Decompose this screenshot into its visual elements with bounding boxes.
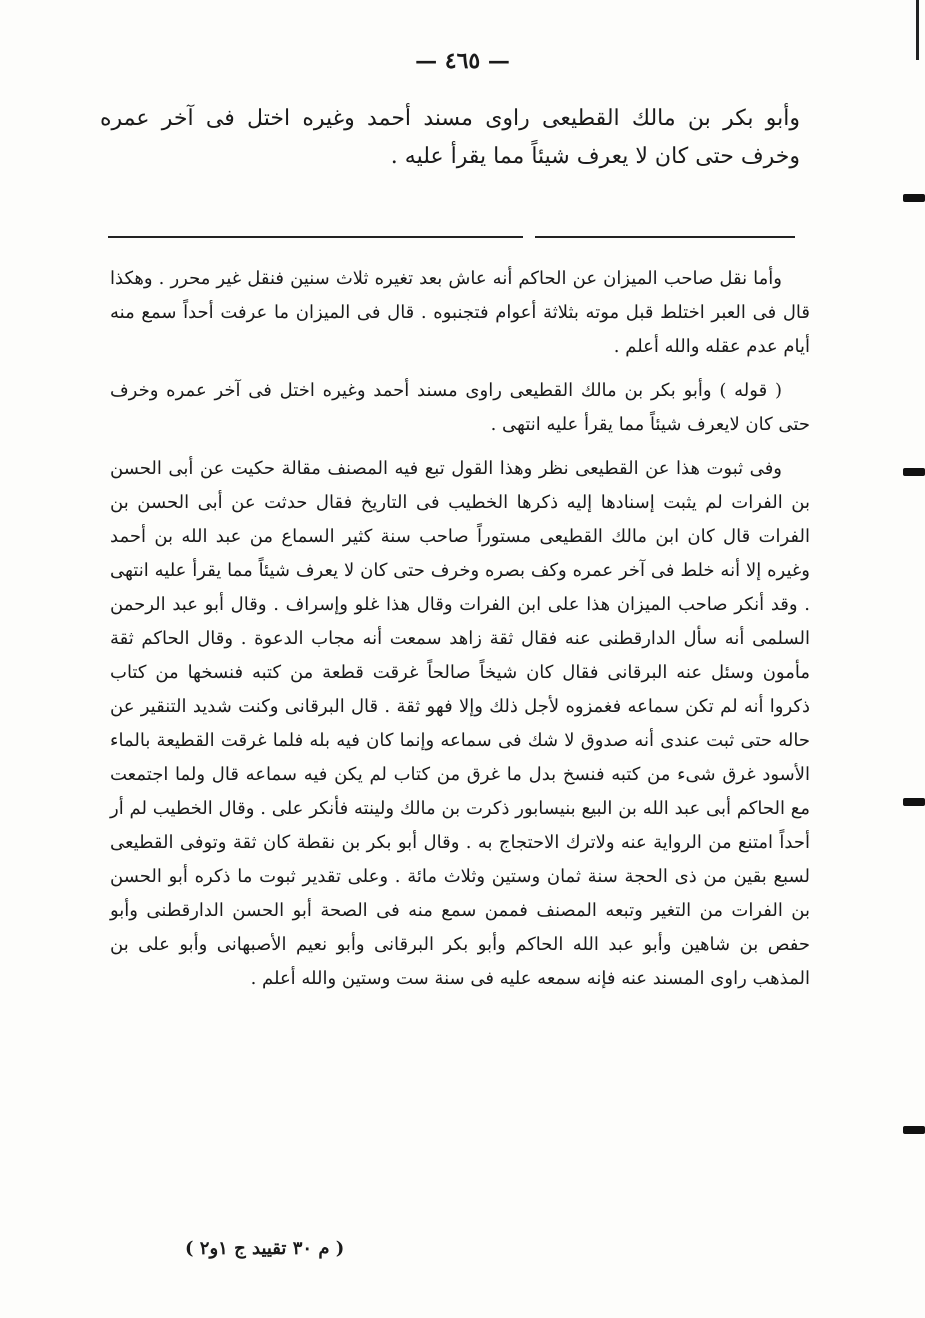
note-paragraph: وفى ثبوت هذا عن القطيعى نظر وهذا القول تبع فيه المصنف مقالة حكيت عن أبى الحسن بن الفرات لم يثبت إسنادها إليه ذكرها الخطيب فى التاريخ فقال حدثت عن أبى الحسن بن الفرات قال كان ابن مالك القطيعى مستوراً صاحب سنة كثير السماع من عبد الله بن أحمد وغيره إلا أنه خلط فى آخر عمره وكف بصره وخرف حتى كان لا يعرف شيئاً مما يقرأ عليه انتهى . وقد أنكر صاحب الميزان هذا على ابن الفرات وقال هذا غلو وإسراف . وقال أبو عبد الرحمن السلمى أنه سأل الدارقطنى عنه فقال ثقة زاهد سمعت أنه مجاب الدعوة . وقال الحاكم ثقة مأمون وسئل عنه البرقانى فقال كان شيخاً صالحاً غرقت قطعة من كتبه فنسخها من كتاب ذكروا أنه لم تكن سماعه فغمزوه لأجل ذلك وإلا فهو ثقة . قال البرقانى وكنت شديد التنقير عن حاله حتى ثبت عندى أنه صدوق لا شك فى سماعه وإنما كان فيه بله فلما غرقت القطيعة بالماء الأسود غرق شىء من كتبه فنسخ بدل ما غرق من كتاب لم يكن فيه سماعه قال ولما اجتمعت مع الحاكم أبى عبد الله بن البيع بنيسابور ذكرت بن مالك ولينته فأنكر على . وقال الخطيب لم أر أحداً امتنع من الرواية عنه ولاترك الاحتجاج به . وقال أبو بكر بن نقطة كان ثقة وتوفى القطيعى لسبع بقين من ذى الحجة سنة ثمان وستين وثلاث مائة . وعلى تقدير ثبوت ما ذكره أبو الحسن بن الفرات من التغير وتبعه المصنف فممن سمع منه فى الصحة أبو الحسن الدارقطنى وأبو حفص بن شاهين وأبو عبد الله الحاكم وأبو بكر البرقانى وأبو نعيم الأصبهانى وأبو على بن المذهب راوى المسند عنه فإنه سمعه عليه فى سنة ست وستين والله أعلم . (110, 458, 810, 989)
edge-mark (903, 468, 925, 476)
edge-mark (903, 194, 925, 202)
page-number: — ٤٦٥ — (415, 48, 510, 74)
note-paragraph: وأما نقل صاحب الميزان عن الحاكم أنه عاش بعد تغيره ثلاث سنين فنقل غير محرر . وهكذا قال فى العبر اختلط قبل موته بثلاثة أعوام فتجنبوه . قال فى الميزان ما عرفت أحداً سمع منه أيام عدم عقله والله أعلم . (110, 268, 810, 357)
main-paragraph: وأبو بكر بن مالك القطيعى راوى مسند أحمد وغيره اختل فى آخر عمره وخرف حتى كان لا يعرف شيئاً مما يقرأ عليه . (100, 106, 800, 169)
edge-mark (903, 1126, 925, 1134)
main-text (100, 100, 800, 176)
edge-mark (903, 798, 925, 806)
footnote-divider (108, 236, 523, 238)
commentary-notes (110, 262, 810, 996)
footnote-divider (535, 236, 795, 238)
note-paragraph: ( قوله ) وأبو بكر بن مالك القطيعى راوى مسند أحمد وغيره اختل فى آخر عمره وخرف حتى كان لايعرف شيئاً مما يقرأ عليه انتهى . (110, 380, 810, 435)
signature-mark: ( م ٣٠ تقييد ج ١و٢ ) (185, 1238, 345, 1259)
